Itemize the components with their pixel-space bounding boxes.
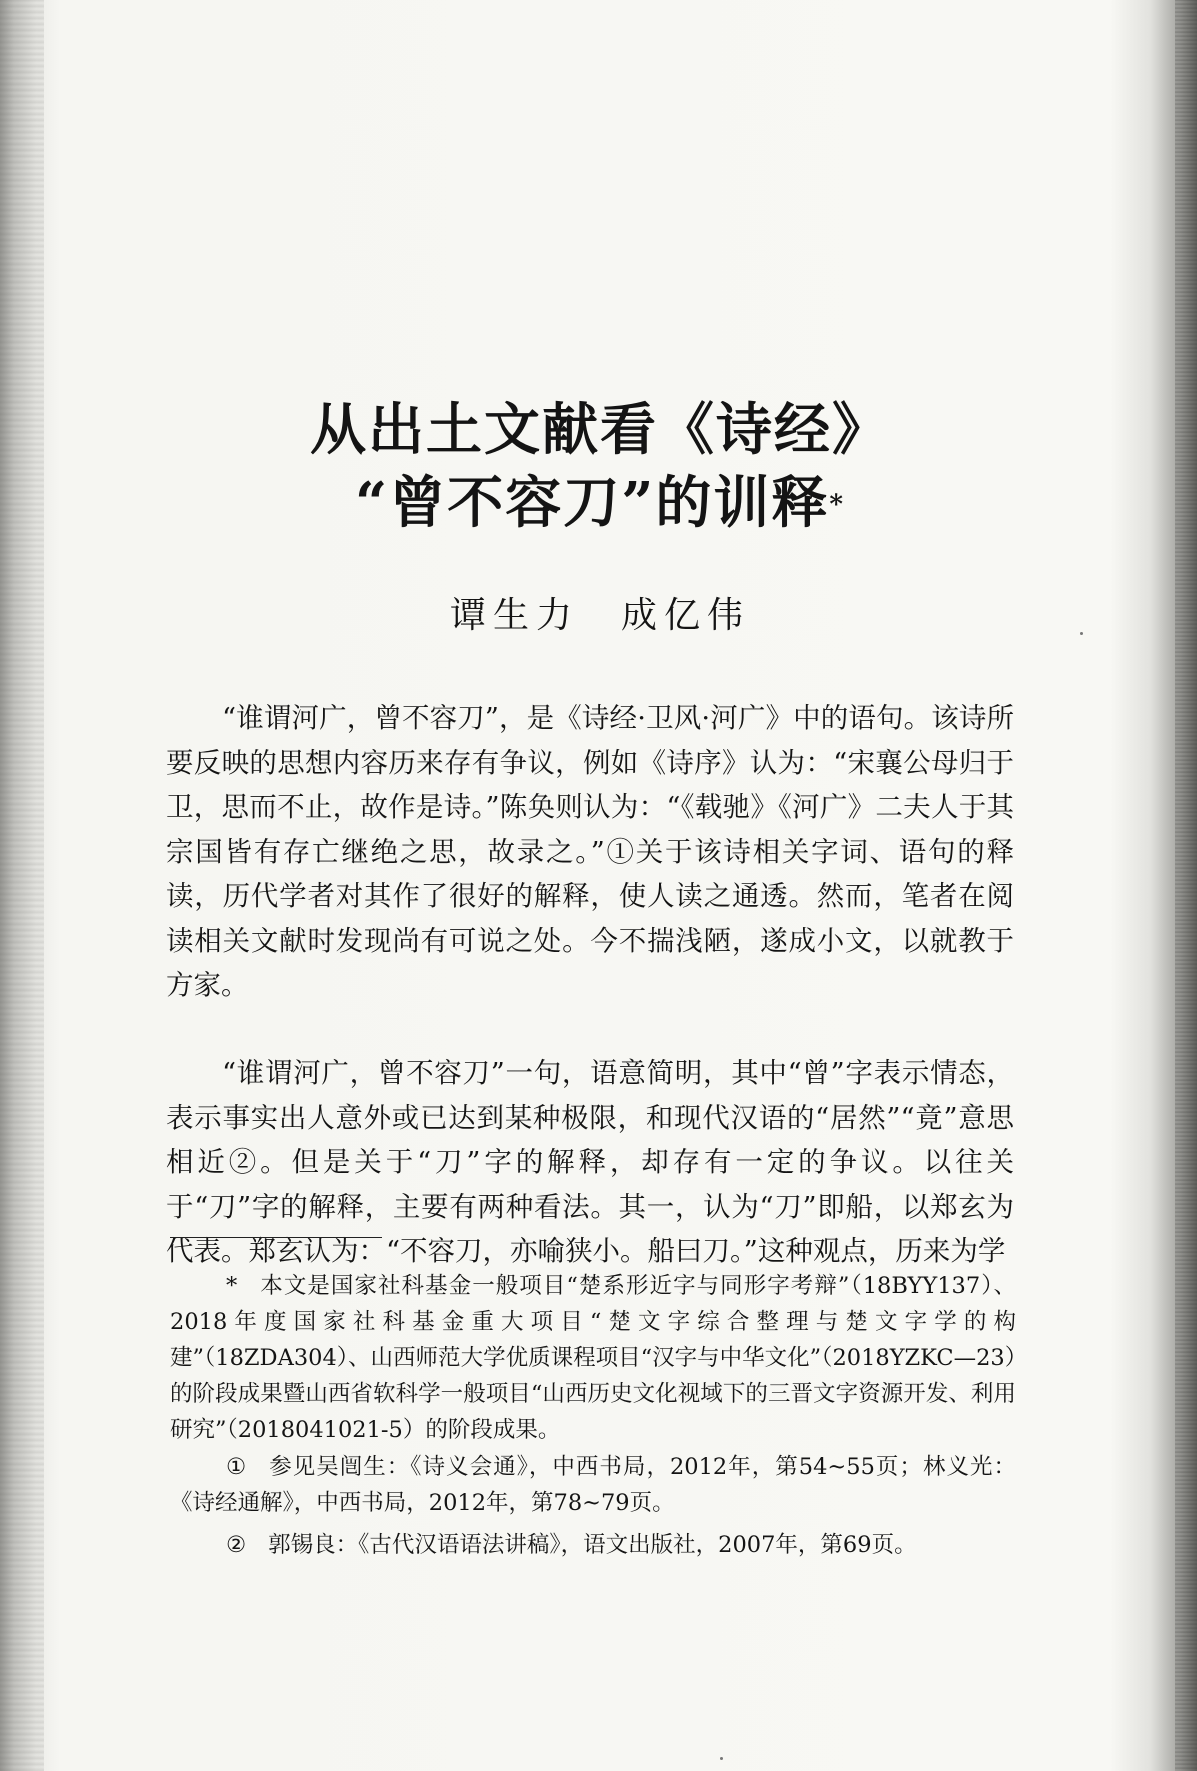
- page-edge-stack: [1175, 0, 1197, 1771]
- footnote-mark: *: [226, 1273, 238, 1299]
- author-name: 谭生力: [449, 595, 579, 636]
- footnote: * 本文是国家社科基金一般项目“楚系形近字与同形字考辩”（18BYY137）、2018年度国家社科基金重大项目“楚文字综合整理与楚文字学的构建”（18ZDA304）、山西师范大学优质课程项目“汉字与中华文化”（2018YZKC—23）的阶段成果暨山西省软科学一般项目“山西历史文化视域下的三晋文字资源开发、利用研究”（2018041021-5）的阶段成果。: [170, 1273, 1016, 1443]
- paper-speck: [720, 1757, 723, 1760]
- footnote: ② 郭锡良：《古代汉语语法讲稿》，语文出版社，2007年，第69页。: [226, 1532, 917, 1558]
- footnote-mark: ①: [226, 1454, 248, 1480]
- body-paragraph: “谁谓河广，曾不容刀”，是《诗经·卫风·河广》中的语句。该诗所要反映的思想内容历来存有争议，例如《诗序》认为：“宋襄公母归于卫，思而不止，故作是诗。”陈奂则认为：“《载驰》《河广》二夫人于其宗国皆有存亡继绝之思，故录之。”①关于该诗相关字词、语句的释读，历代学者对其作了很好的解释，使人读之通透。然而，笔者在阅读相关文献时发现尚有可说之处。今不揣浅陋，遂成小文，以就教于方家。: [166, 702, 1014, 1001]
- footnote-divider: [170, 1237, 382, 1238]
- article-title-line-2: “曾不容刀”的训释*: [354, 470, 846, 536]
- body-paragraph: “谁谓河广，曾不容刀”一句，语意简明，其中“曾”字表示情态，表示事实出人意外或已达到某种极限，和现代汉语的“居然”“竟”意思相近②。但是关于“刀”字的解释，却存有一定的争议。以往关于“刀”字的解释，主要有两种看法。其一，认为“刀”即船，以郑玄为代表。郑玄认为：“不容刀，亦喻狭小。船曰刀。”这种观点，历来为学: [166, 1057, 1014, 1267]
- title-footnote-mark: *: [829, 490, 846, 520]
- article-title-line-1: 从出土文献看《诗经》: [310, 397, 890, 463]
- paper-speck: [1080, 632, 1083, 635]
- author-line: [300, 587, 900, 638]
- footnote-mark: ②: [226, 1532, 247, 1558]
- author-name: 成亿伟: [621, 595, 751, 636]
- binding-gutter-shadow: [0, 0, 44, 1771]
- footnote: ① 参见吴闿生：《诗义会通》，中西书局，2012年，第54~55页；林义光：《诗经通解》，中西书局，2012年，第78~79页。: [170, 1454, 1016, 1516]
